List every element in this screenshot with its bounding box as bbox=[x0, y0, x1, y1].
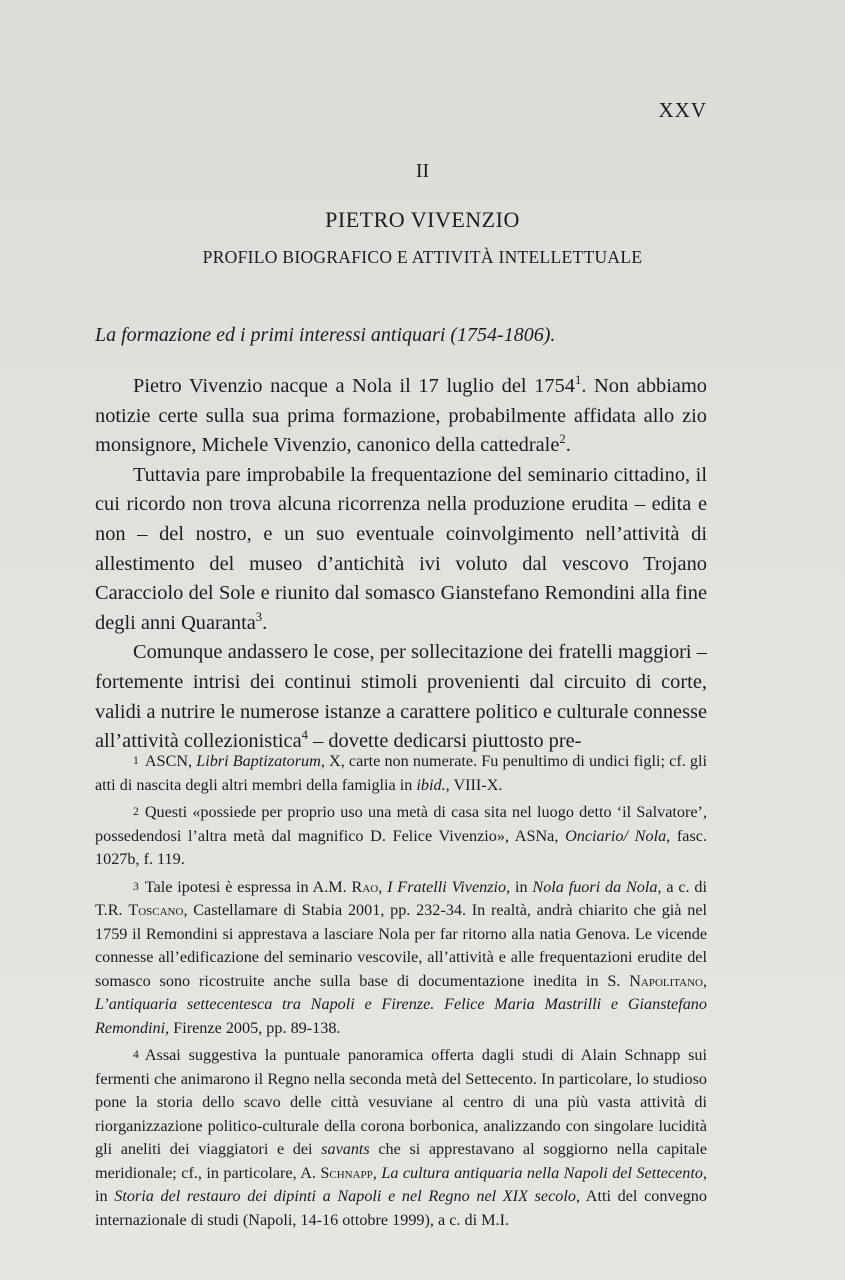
text-run: , bbox=[372, 1163, 382, 1182]
chapter-number: II bbox=[415, 160, 430, 182]
italic-run: La cultura antiquaria nella Napoli del Settecento bbox=[381, 1163, 703, 1182]
main-text bbox=[95, 372, 707, 757]
italic-run: Onciario/ Nola bbox=[565, 826, 667, 845]
text-run: Questi «possiede per proprio uso una metà di casa sita nel luogo detto ‘il Salvatore’, possedendosi l’altra metà dal magnifico D. Felice Vivenzio», ASNa, bbox=[95, 803, 707, 845]
text-run: , in bbox=[506, 877, 533, 896]
footnote-number: 3 bbox=[133, 879, 139, 893]
italic-run: Storia del restauro dei dipinti a Napoli e nel Regno nel XIX secolo bbox=[114, 1187, 576, 1205]
paragraph bbox=[95, 372, 707, 461]
footnote-number: 4 bbox=[133, 1048, 139, 1061]
footnote-ref: 3 bbox=[255, 609, 263, 624]
text-run: Comunque andassero le cose, per sollecitazione dei fratelli maggiori – fortemente intrisi dei continui stimoli provenienti dal circuito di corte, validi a nutrire le numerose istanze a carattere politico e culturale connesse all’attività collezionistica bbox=[95, 641, 708, 753]
text-run: , in bbox=[95, 1163, 707, 1205]
text-run: . Non abbiamo notizie certe sulla sua prima formazione, probabilmente affidata allo zio monsignore, Michele Vivenzio, canonico della cattedrale bbox=[95, 375, 708, 457]
text-run: , bbox=[378, 877, 388, 896]
text-run: , X, carte non numerate. Fu penultimo di undici figli; cf. gli atti di nascita degli altri membri della famiglia in bbox=[95, 752, 707, 794]
text-run: ASCN, bbox=[144, 752, 197, 770]
italic-run: Nola fuori da Nola bbox=[532, 877, 658, 896]
text-run: , VIII-X. bbox=[445, 775, 503, 794]
footnotes bbox=[95, 749, 707, 1235]
text-run: , bbox=[702, 971, 707, 990]
chapter-title: PIETRO VIVENZIO bbox=[325, 207, 520, 232]
text-run: Tale ipotesi è espressa in A.M. bbox=[144, 877, 352, 896]
italic-run: L’antiquaria settecentesca tra Napoli e Firenze. Felice Maria Mastrilli e Gianstefano Remondini bbox=[95, 995, 707, 1037]
text-run: , fasc. 1027b, f. 119. bbox=[95, 826, 707, 868]
text-run: Assai suggestiva la puntuale panoramica offerta dagli studi di Alain Schnapp sui fermenti che animarono il Regno nella seconda metà del Settecento. In particolare, lo studioso pone la storia dello scavo delle città vesuviane al centro di una più vasta attività di riorganizzazione politico-culturale della corona borbonica, analizzando con singolare lucidità gli aneliti dei viaggiatori e dei bbox=[95, 1046, 707, 1158]
text-run: . bbox=[565, 434, 571, 457]
footnote bbox=[95, 800, 707, 872]
italic-run: Libri Baptizatorum bbox=[196, 752, 321, 770]
smallcaps-run: Rao bbox=[351, 877, 379, 896]
paragraph bbox=[95, 461, 707, 639]
footnote-ref: 2 bbox=[559, 432, 566, 447]
footnote-number: 1 bbox=[133, 754, 139, 767]
smallcaps-run: Napolitano bbox=[629, 971, 703, 990]
text-run: , a c. di T.R. bbox=[95, 877, 708, 919]
footnote bbox=[95, 749, 707, 797]
paragraph bbox=[95, 638, 707, 756]
text-run: Pietro Vivenzio nacque a Nola il 17 luglio del 1754 bbox=[133, 375, 575, 397]
footnote-ref: 4 bbox=[301, 728, 308, 743]
smallcaps-run: Toscano bbox=[128, 901, 184, 919]
footnote bbox=[95, 1043, 707, 1232]
text-run: – dovette dedicarsi piuttosto pre- bbox=[307, 730, 582, 753]
italic-run: savants bbox=[321, 1140, 370, 1158]
text-run: Tuttavia pare improbabile la frequentazione del seminario cittadino, il cui ricordo non trova alcuna ricorrenza nella produzione erudita – edita e non – del nostro, e un suo eventuale coinvolgimento nell’attività di allestimento del museo d’antichità ivi voluto dal vescovo Trojano Caracciolo del Sole e riunito dal somasco Gianstefano Remondini alla fine degli anni Quaranta bbox=[95, 463, 707, 634]
italic-run: ibid. bbox=[416, 775, 446, 794]
text-run: , Atti del convegno internazionale di studi (Napoli, 14-16 ottobre 1999), a c. di M.I. bbox=[95, 1187, 707, 1229]
page-folio: XXV bbox=[658, 98, 707, 122]
italic-run: I Fratelli Vivenzio bbox=[387, 877, 507, 896]
section-heading: La formazione ed i primi interessi antiquari (1754-1806). bbox=[95, 324, 556, 346]
smallcaps-run: Schnapp bbox=[320, 1163, 373, 1182]
text-run: , Firenze 2005, pp. 89-138. bbox=[165, 1018, 341, 1037]
chapter-subtitle: PROFILO BIOGRAFICO E ATTIVITÀ INTELLETTUALE bbox=[202, 247, 643, 267]
text-run: . bbox=[262, 611, 268, 634]
footnote-ref: 1 bbox=[575, 373, 582, 388]
text-run: , Castellamare di Stabia 2001, pp. 232-34. In realtà, andrà chiarito che già nel 1759 il Remondini si apprestava a lasciare Nola per far ritorno alla natia Genova. Le vicende connesse all’edificazione del seminario vescovile, all’attività e alle frequentazioni erudite del somasco sono ricostruite anche sulla base di documentazione inedita in S. bbox=[95, 901, 707, 990]
footnote bbox=[95, 875, 707, 1041]
text-run: che si apprestavano al soggiorno nella capitale meridionale; cf., in particolare, A. bbox=[95, 1140, 707, 1182]
footnote-number: 2 bbox=[133, 805, 139, 818]
